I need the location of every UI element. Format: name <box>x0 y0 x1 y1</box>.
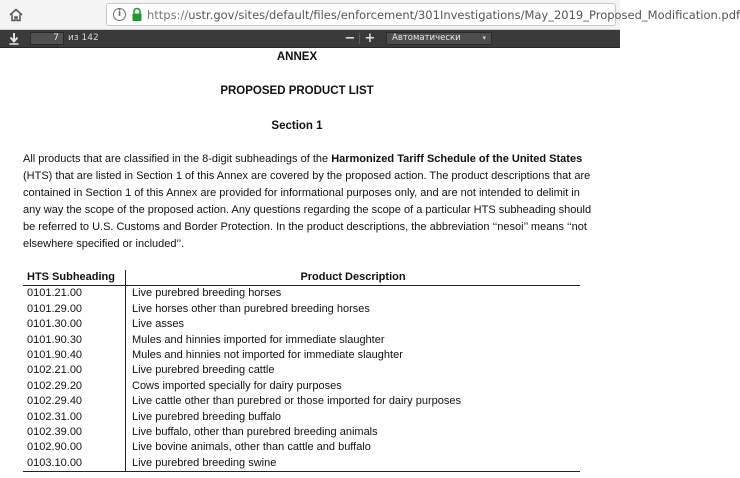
home-icon[interactable] <box>8 7 24 23</box>
lock-icon[interactable] <box>131 7 143 22</box>
header-product-description: Product Description <box>126 270 581 286</box>
zoom-in-button[interactable]: + <box>364 31 376 46</box>
pdf-page <box>0 48 620 478</box>
hts-code-cell: 0102.21.00 <box>23 363 126 378</box>
product-description-cell: Live horses other than purebred breeding horses <box>132 302 370 315</box>
zoom-divider <box>359 33 360 44</box>
table-row <box>23 348 580 363</box>
zoom-select[interactable] <box>386 32 492 45</box>
hts-name: Harmonized Tariff Schedule of the United States <box>331 153 583 165</box>
info-icon[interactable]: i <box>113 8 126 21</box>
product-table <box>23 270 580 472</box>
product-description-cell: Live buffalo, other than purebred breeding animals <box>132 426 378 439</box>
hts-code-cell: 0101.29.00 <box>23 302 126 317</box>
table-row <box>23 456 580 472</box>
product-description-cell: Cows imported specially for dairy purposes <box>132 379 342 392</box>
hts-code-cell: 0101.90.40 <box>23 348 126 363</box>
hts-code-cell: 0101.90.30 <box>23 333 126 348</box>
pdf-toolbar <box>0 30 620 48</box>
browser-address-bar <box>0 0 740 30</box>
download-icon[interactable] <box>8 32 20 45</box>
annex-heading: ANNEX <box>276 51 318 63</box>
section-heading: Section 1 <box>271 120 323 132</box>
table-row <box>23 394 580 409</box>
hts-code-cell: 0101.30.00 <box>23 317 126 332</box>
hts-code-cell: 0102.31.00 <box>23 410 126 425</box>
url-text: https://ustr.gov/sites/default/files/enforcement/301Investigations/May_2019_Proposed_Modification.pdf <box>147 8 740 22</box>
product-description-cell: Live asses <box>132 318 184 331</box>
product-description-cell: Live purebred breeding swine <box>126 456 581 472</box>
page-number-input[interactable]: 7 <box>30 32 64 45</box>
table-row <box>23 379 580 394</box>
product-description-cell: Live purebred breeding buffalo <box>132 410 282 423</box>
chevron-down-icon: ▾ <box>482 34 486 42</box>
page-count: из 142 <box>68 33 99 43</box>
table-row <box>23 333 580 348</box>
table-row <box>23 440 580 455</box>
table-row <box>23 302 580 317</box>
zoom-select-value: Автоматически <box>392 33 461 43</box>
hts-code-cell: 0102.39.00 <box>23 425 126 440</box>
table-row <box>23 363 580 378</box>
hts-code-cell: 0103.10.00 <box>23 456 126 472</box>
hts-code-cell: 0102.29.20 <box>23 379 126 394</box>
product-description-cell: Live purebred breeding horses <box>132 287 282 300</box>
product-description-cell: Live cattle other than purebred or those imported for dairy purposes <box>132 395 461 408</box>
product-description-cell: Mules and hinnies not imported for immediate slaughter <box>132 349 403 362</box>
table-row <box>23 425 580 440</box>
hts-code-cell: 0102.90.00 <box>23 440 126 455</box>
page-title: PROPOSED PRODUCT LIST <box>220 85 374 97</box>
hts-code-cell: 0101.21.00 <box>23 286 126 302</box>
product-description-cell: Live bovine animals, other than cattle and buffalo <box>132 441 371 454</box>
intro-paragraph: All products that are classified in the 8-digit subheadings of the Harmonized Tariff Schedule of the United States (HTS) that are listed in Section 1 of this Annex are covered by the proposed action. The product descriptions that are contained in Section 1 of this Annex are provided for informational purposes only, and are not intended to delimit in any way the scope of the proposed action. Any questions regarding the scope of a particular HTS subheading should be referred to U.S. Customs and Border Protection. In the product descriptions, the abbreviation ‘‘nesoi’’ means ‘‘not elsewhere specified or included’’. <box>23 153 592 250</box>
hts-code-cell: 0102.29.40 <box>23 394 126 409</box>
table-header-row <box>23 270 580 286</box>
header-hts-subheading: HTS Subheading <box>23 270 126 286</box>
zoom-out-button[interactable]: − <box>344 31 356 46</box>
product-description-cell: Live purebred breeding cattle <box>132 364 275 377</box>
product-description-cell: Mules and hinnies imported for immediate slaughter <box>132 333 385 346</box>
table-row <box>23 286 580 302</box>
table-row <box>23 317 580 332</box>
url-field[interactable] <box>106 3 740 26</box>
table-row <box>23 410 580 425</box>
